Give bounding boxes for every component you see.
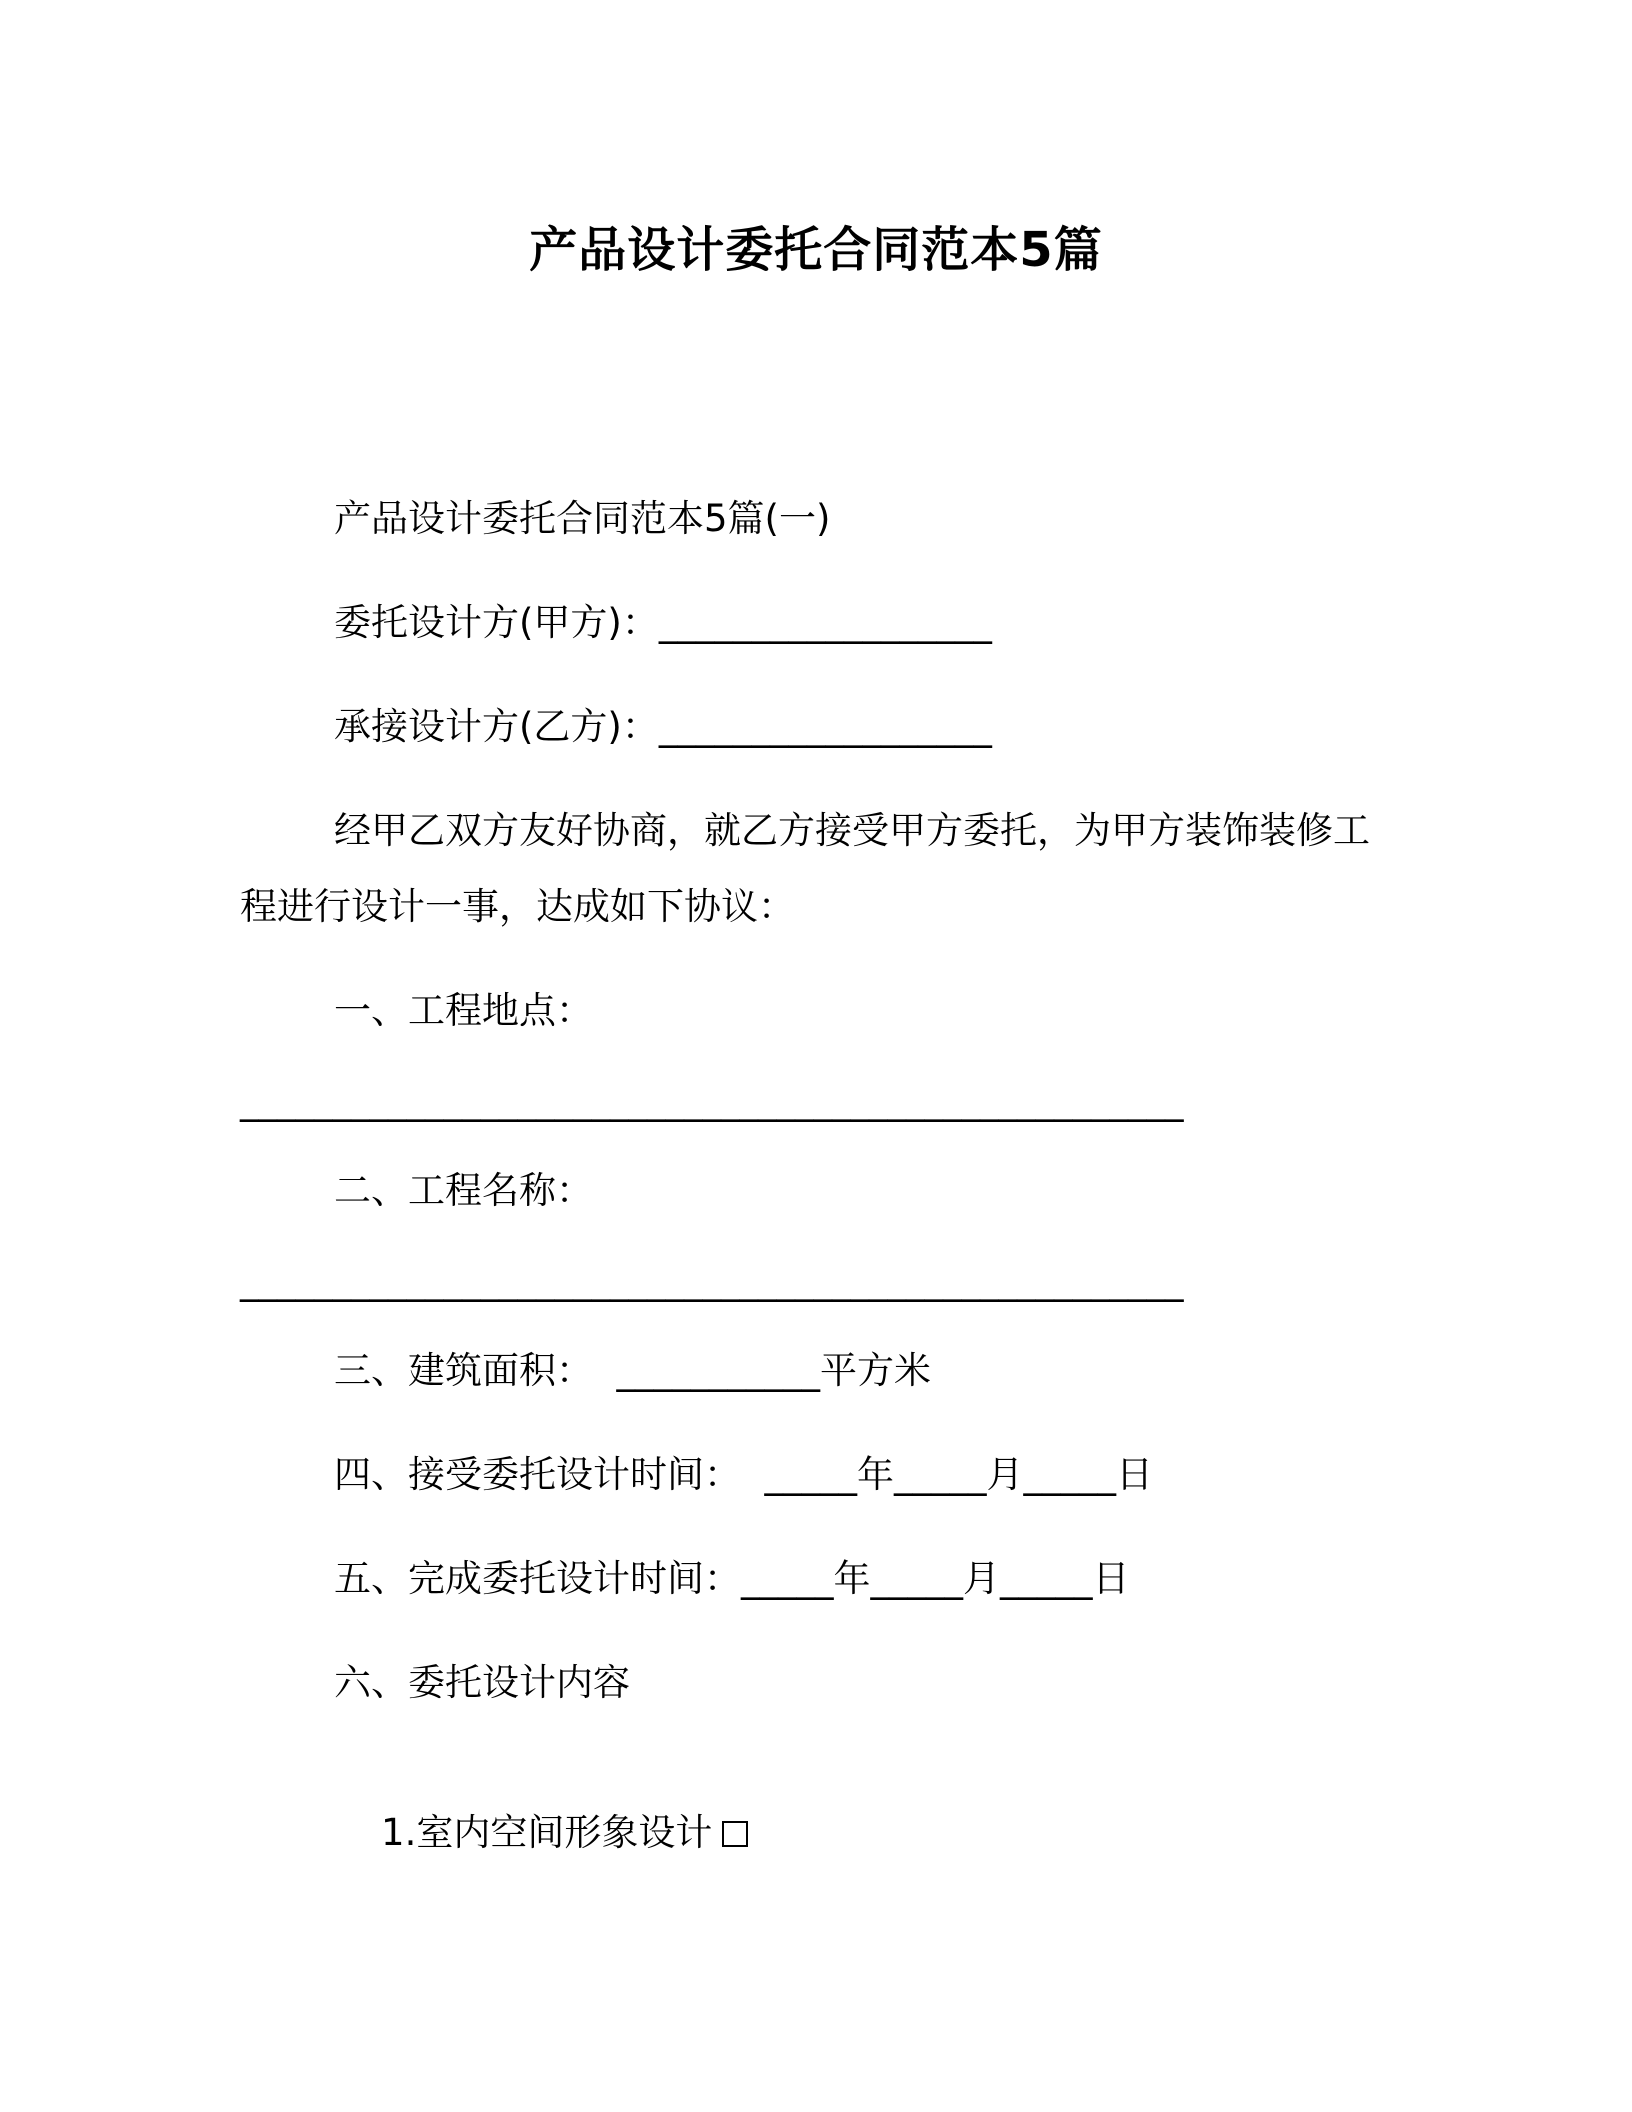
item-6-heading: 六、委托设计内容	[334, 1661, 630, 1704]
party-a-line: 委托设计方(甲方)：__________________	[334, 601, 992, 644]
item-1-label: 一、工程地点：	[334, 989, 593, 1032]
item-4-accept-time: 四、接受委托设计时间： _____年_____月_____日	[334, 1453, 1154, 1496]
item-6-sub-1-label: 1.室内空间形象设计	[381, 1811, 713, 1854]
intro-paragraph-line-1: 经甲乙双方友好协商，就乙方接受甲方委托，为甲方装饰装修工	[334, 809, 1370, 852]
item-5-complete-time: 五、完成委托设计时间：_____年_____月_____日	[334, 1557, 1130, 1600]
intro-paragraph-line-2: 程进行设计一事，达成如下协议：	[240, 885, 795, 928]
item-3-area: 三、建筑面积： ___________平方米	[334, 1349, 932, 1392]
document-title: 产品设计委托合同范本5篇	[529, 222, 1103, 278]
item-2-blank: ___________________________________________________	[240, 1259, 1184, 1302]
item-1-blank: ___________________________________________________	[240, 1079, 1184, 1122]
empty-checkbox-icon	[722, 1821, 748, 1847]
document-subtitle: 产品设计委托合同范本5篇(一)	[334, 497, 831, 540]
party-b-line: 承接设计方(乙方)：__________________	[334, 705, 992, 748]
item-6-sub-1	[334, 1764, 748, 1902]
item-2-label: 二、工程名称：	[334, 1169, 593, 1212]
